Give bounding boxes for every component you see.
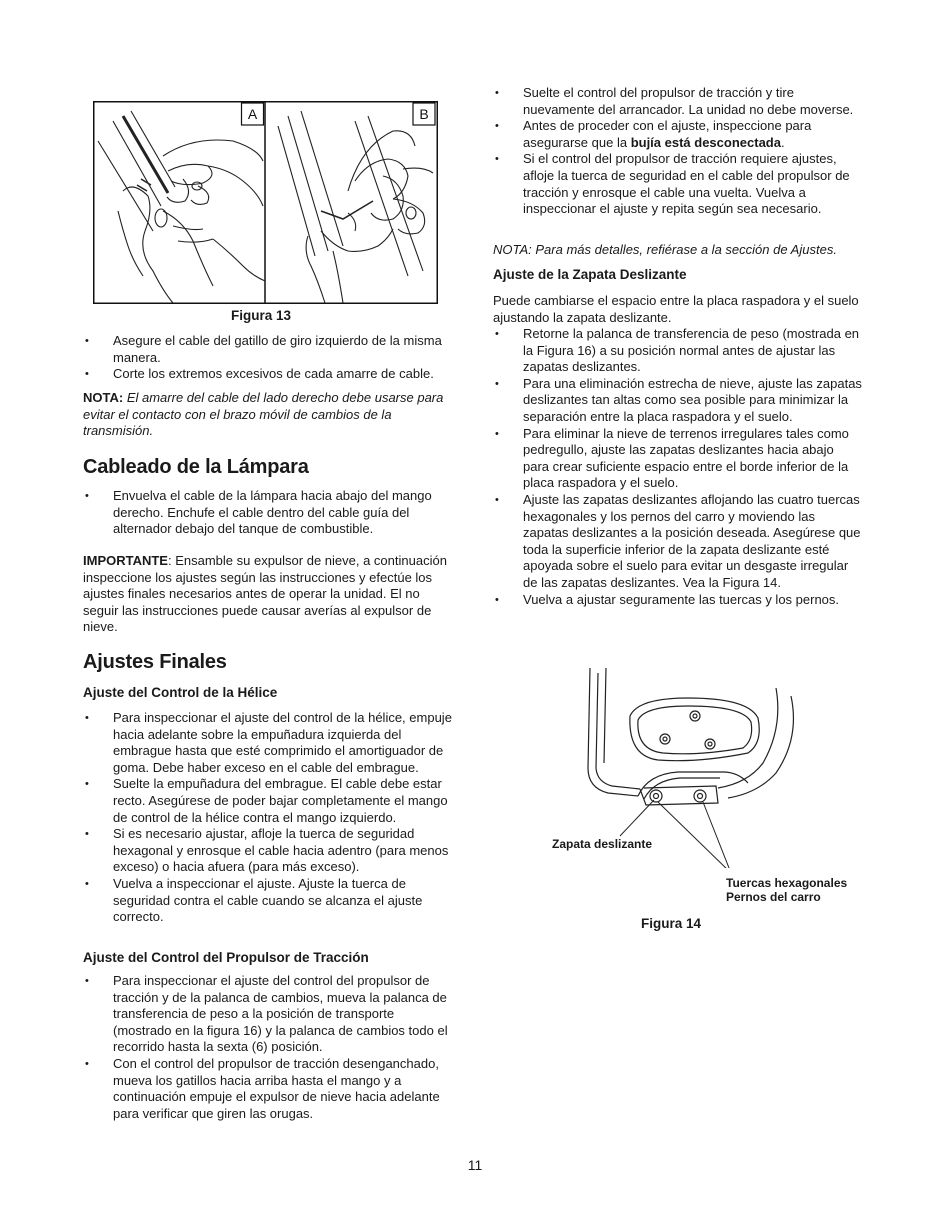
cable-bullet-list [83, 333, 453, 383]
nota-ajustes: NOTA: Para más detalles, refiérase a la sección de Ajustes. [493, 242, 837, 257]
list-item: • Para una eliminación estrecha de nieve, ajuste las zapatas deslizantes tan altas como sea posible para minimizar la separación entre la placa raspadora y el suelo. [493, 376, 863, 426]
note-paragraph [83, 390, 453, 440]
list-item: • Vuelva a inspeccionar el ajuste. Ajuste la tuerca de seguridad contra el cable cuando se alcanza el ajuste correcto. [83, 876, 453, 926]
section-heading-cableado: Cableado de la Lámpara [83, 456, 309, 478]
list-item: • Para inspeccionar el ajuste del control del propulsor de tracción y de la palanca de cambios, mueva la palanca de transferencia de peso a la posición de transporte (mostrado en la figura 16) y la palanca de cambios todo el recorrido hasta la sexta (6) posición. [83, 973, 453, 1056]
list-item: • Con el control del propulsor de tracción desenganchado, mueva los gatillos hacia arriba hasta el mango y a continuación empuje el expulsor de nieve hacia adelante para verificar que giren las orugas. [83, 1056, 453, 1122]
subheading-propulsor: Ajuste del Control del Propulsor de Tracción [83, 950, 369, 965]
importante-paragraph [83, 553, 453, 636]
list-item: • Asegure el cable del gatillo de giro izquierdo de la misma manera. [83, 333, 453, 366]
note-text: El amarre del cable del lado derecho debe usarse para evitar el contacto con el brazo móvil de cambios de la transmisión. [83, 390, 444, 439]
list-item: • Suelte la empuñadura del embrague. El cable debe estar recto. Asegúrese de poder bajar completamente el mango de control de la hélice contra el mango izquierdo. [83, 776, 453, 826]
helice-bullet-list [83, 710, 453, 926]
list-item: • Suelte el control del propulsor de tracción y tire nuevamente del arrancador. La unidad no debe moverse. [493, 85, 863, 118]
label-zapata-deslizante: Zapata deslizante [552, 837, 653, 851]
subheading-helice: Ajuste del Control de la Hélice [83, 685, 278, 700]
traction-bullet-list [493, 85, 863, 218]
list-item: • Ajuste las zapatas deslizantes aflojando las cuatro tuercas hexagonales y los pernos del carro y moviendo las zapatas deslizantes a la posición deseada. Asegúrese que toda la superficie inferior de la zapata deslizante esté apoyada sobre el suelo para evitar un desgaste irregular de las zapatas deslizantes. Vea la Figura 14. [493, 492, 863, 592]
figure-14-caption: Figura 14 [641, 916, 702, 931]
label-tuercas-hexagonales: Tuercas hexagonales [726, 876, 848, 890]
list-item: • Si es necesario ajustar, afloje la tuerca de seguridad hexagonal y enrosque el cable hacia adentro (para menos exceso) o hacia afuera (para más exceso). [83, 826, 453, 876]
figure-13 [93, 101, 438, 306]
subheading-zapata: Ajuste de la Zapata Deslizante [493, 267, 687, 282]
cableado-bullet-list [83, 488, 453, 538]
list-item: • Retorne la palanca de transferencia de peso (mostrada en la Figura 16) a su posición normal antes de ajustar las zapatas deslizantes. [493, 326, 863, 376]
list-item: • Antes de proceder con el ajuste, inspeccione para asegurarse que la bujía está desconectada. [493, 118, 863, 151]
panel-a-label: A [247, 106, 258, 122]
section-heading-ajustes-finales: Ajustes Finales [83, 651, 227, 673]
list-item: • Para eliminar la nieve de terrenos irregulares tales como pedregullo, ajuste las zapatas deslizantes hacia abajo para crear suficiente espacio entre el borde inferior de la placa raspadora y el suelo. [493, 426, 863, 492]
list-item: • Vuelva a ajustar seguramente las tuercas y los pernos. [493, 592, 863, 609]
note-label: NOTA: [83, 390, 124, 405]
importante-text: : Ensamble su expulsor de nieve, a continuación inspeccione los ajustes según las instrucciones y efectúe los ajustes finales necesarios antes de operar la unidad. El no seguir las instrucciones puede causar averías al expulsor de nieve. [83, 553, 447, 635]
list-item: • Corte los extremos excesivos de cada amarre de cable. [83, 366, 453, 383]
list-item: • Para inspeccionar el ajuste del control de la hélice, empuje hacia adelante sobre la empuñadura izquierda del embrague hasta que esté comprimido el amortiguador de goma. Debe haber exceso en el cable del embrague. [83, 710, 453, 776]
list-item: • Envuelva el cable de la lámpara hacia abajo del mango derecho. Enchufe el cable dentro del cable guía del alternador debajo del tanque de combustible. [83, 488, 453, 538]
page-number: 11 [467, 1157, 483, 1173]
zapata-intro: Puede cambiarse el espacio entre la placa raspadora y el suelo ajustando la zapata deslizante. [493, 293, 859, 325]
importante-label: IMPORTANTE [83, 553, 168, 568]
label-pernos-del-carro: Pernos del carro [726, 890, 821, 904]
list-item: • Si el control del propulsor de tracción requiere ajustes, afloje la tuerca de seguridad en el cable del propulsor de tracción y enrosque el cable una vuelta. Vuelva a inspeccionar el ajuste y repita según sea necesario. [493, 151, 863, 217]
zapata-bullet-list [493, 326, 863, 608]
figure-13-illustration [93, 101, 438, 306]
propulsor-bullet-list [83, 973, 453, 1122]
panel-b-label: B [419, 106, 429, 122]
spark-plug-warning: bujía está desconectada [630, 134, 781, 150]
figure-13-caption: Figura 13 [231, 308, 292, 323]
